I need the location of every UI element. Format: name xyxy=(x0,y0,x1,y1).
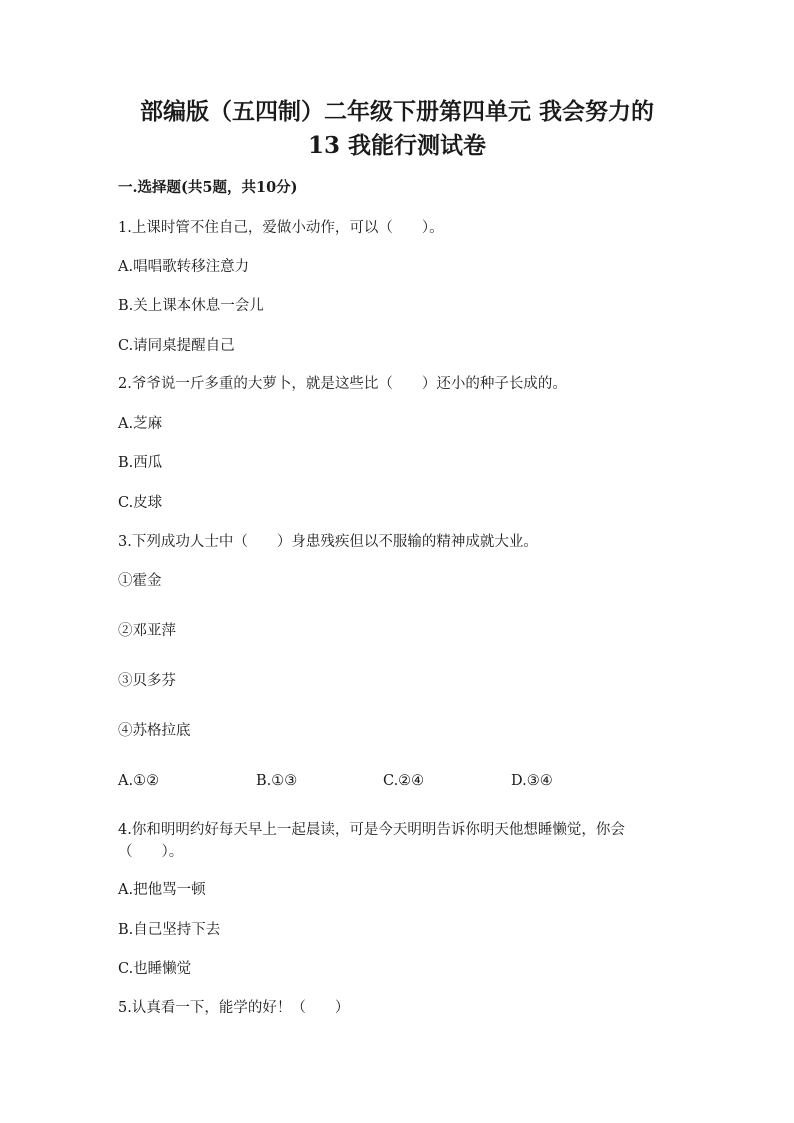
question-1-option-b: B.关上课本休息一会儿 xyxy=(118,298,264,314)
question-2-option-b: B.西瓜 xyxy=(118,455,163,471)
question-3-item-3: ③贝多芬 xyxy=(118,673,176,689)
question-3-item-4: ④苏格拉底 xyxy=(118,723,191,739)
question-5-stem: 5.认真看一下，能学的好！（ ） xyxy=(118,1000,350,1016)
question-1-option-a: A.唱唱歌转移注意力 xyxy=(118,259,250,275)
question-3-item-2: ②邓亚萍 xyxy=(118,623,176,639)
question-1-option-c: C.请同桌提醒自己 xyxy=(118,338,235,354)
question-3-option-d: D.③④ xyxy=(511,773,553,789)
question-3-option-a: A.①② xyxy=(118,773,160,789)
section-heading: 一.选择题(共5题，共10分) xyxy=(118,179,298,196)
question-2-option-c: C.皮球 xyxy=(118,495,163,511)
question-4-option-c: C.也睡懒觉 xyxy=(118,961,192,977)
question-4-option-b: B.自己坚持下去 xyxy=(118,922,221,938)
question-4-stem: 4.你和明明约好每天早上一起晨读，可是今天明明告诉你明天他想睡懒觉，你会（ ）。 xyxy=(118,822,625,860)
question-2-stem: 2.爷爷说一斤多重的大萝卜，就是这些比（ ）还小的种子长成的。 xyxy=(118,376,567,392)
question-3-stem: 3.下列成功人士中（ ）身患残疾但以不服输的精神成就大业。 xyxy=(118,534,538,550)
question-2-option-a: A.芝麻 xyxy=(118,416,163,432)
question-3-item-1: ①霍金 xyxy=(118,573,162,589)
page-title-line-1: 部编版（五四制）二年级下册第四单元 我会努力的 xyxy=(139,98,654,125)
question-3-option-b: B.①③ xyxy=(256,773,298,789)
question-3-option-c: C.②④ xyxy=(383,773,425,789)
page-title-line-2: 13 我能行测试卷 xyxy=(307,132,486,159)
question-4-option-a: A.把他骂一顿 xyxy=(118,882,206,898)
question-1-stem: 1.上课时管不住自己，爱做小动作，可以（ ）。 xyxy=(118,220,444,236)
question-3-options-row xyxy=(118,771,678,791)
